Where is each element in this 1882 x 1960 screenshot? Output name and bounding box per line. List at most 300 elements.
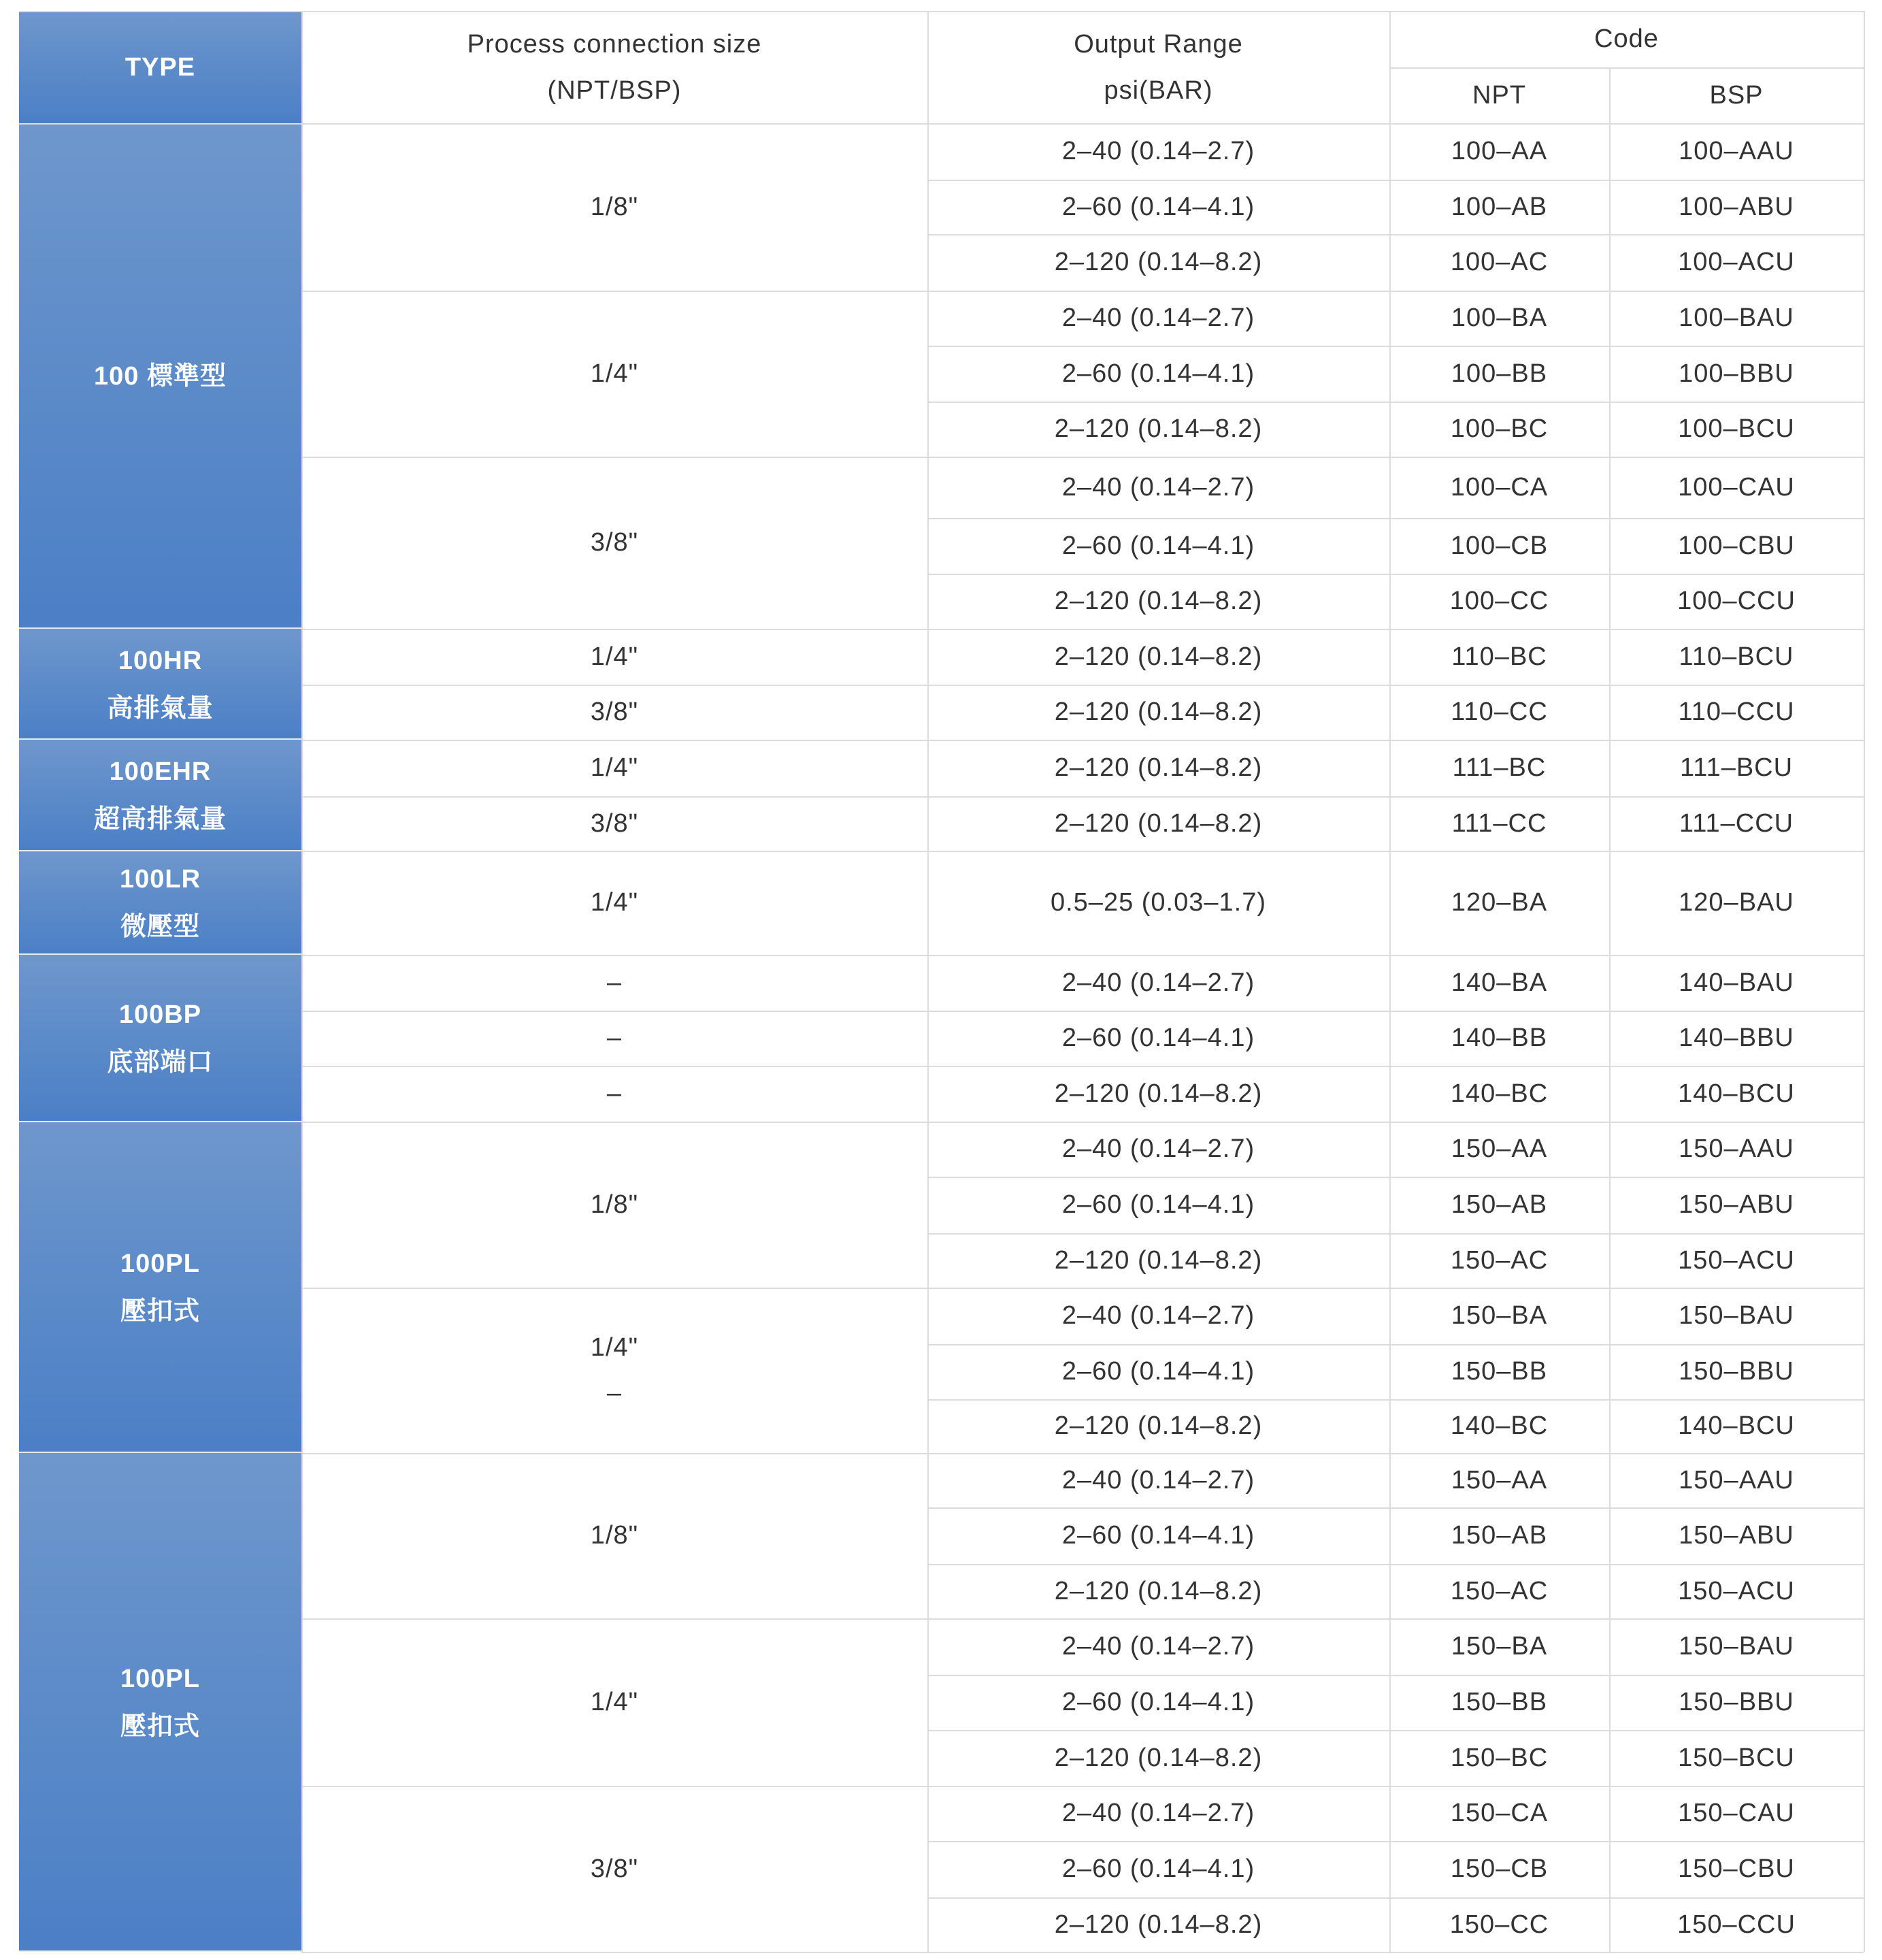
grid-line — [927, 234, 1864, 235]
process-size-value: 3/8" — [590, 528, 639, 557]
bsp-code-cell — [1609, 1675, 1864, 1730]
output-range-value: 2–60 (0.14–4.1) — [1061, 1190, 1255, 1219]
type-group-cell — [19, 955, 301, 1122]
grid-line — [1389, 67, 1864, 69]
grid-line — [19, 1121, 301, 1122]
type-group-name: 100HR — [118, 646, 203, 675]
grid-line — [927, 346, 1864, 347]
npt-code-cell — [1389, 740, 1609, 796]
grid-line — [927, 1011, 1864, 1012]
grid-line — [927, 1233, 1864, 1235]
output-range-cell — [927, 851, 1389, 955]
output-range-value: 2–120 (0.14–8.2) — [1054, 587, 1263, 615]
output-range-cell — [927, 291, 1389, 346]
process-size-cell — [301, 796, 927, 851]
npt-code-cell — [1389, 1177, 1609, 1233]
header-process-size — [301, 11, 927, 123]
bsp-code-value: 140–BCU — [1678, 1079, 1795, 1108]
type-group-cell — [19, 851, 301, 955]
output-range-cell — [927, 1066, 1389, 1122]
output-range-cell — [927, 402, 1389, 457]
output-range-cell — [927, 1399, 1389, 1453]
header-npt — [1389, 67, 1609, 123]
npt-code-value: 100–BB — [1451, 359, 1548, 388]
grid-line — [301, 1122, 927, 1123]
grid-line — [301, 1952, 927, 1953]
output-range-cell — [927, 1730, 1389, 1786]
process-size-value: 3/8" — [590, 1854, 639, 1883]
bsp-code-cell — [1609, 1453, 1864, 1507]
npt-code-cell — [1389, 1730, 1609, 1786]
grid-line — [301, 740, 927, 741]
bsp-code-value: 150–CCU — [1677, 1910, 1796, 1939]
type-group-cell — [19, 1122, 301, 1453]
bsp-code-cell — [1609, 346, 1864, 402]
process-size-value: 3/8" — [590, 808, 639, 838]
bsp-code-cell — [1609, 955, 1864, 1011]
npt-code-cell — [1389, 796, 1609, 851]
bsp-code-cell — [1609, 740, 1864, 796]
output-range-value: 2–40 (0.14–2.7) — [1061, 1632, 1255, 1661]
npt-code-cell — [1389, 1618, 1609, 1675]
grid-line — [301, 629, 927, 630]
header-output-line2: psi(BAR) — [1104, 76, 1213, 105]
process-size-value: 1/4" — [590, 1687, 639, 1716]
output-range-value: 2–40 (0.14–2.7) — [1061, 1465, 1255, 1494]
header-code — [1389, 11, 1864, 67]
output-range-value: 2–40 (0.14–2.7) — [1061, 1301, 1255, 1330]
output-range-value: 2–120 (0.14–8.2) — [1054, 1245, 1263, 1275]
output-range-value: 2–120 (0.14–8.2) — [1054, 1910, 1263, 1939]
grid-line — [19, 627, 301, 629]
bsp-code-cell — [1609, 1786, 1864, 1841]
grid-line — [927, 955, 1864, 956]
bsp-code-value: 150–CBU — [1678, 1855, 1795, 1883]
grid-line — [301, 1618, 927, 1620]
bsp-code-value: 100–BBU — [1679, 359, 1794, 388]
bsp-code-value: 100–BAU — [1679, 304, 1794, 332]
grid-line — [927, 1730, 1864, 1731]
output-range-cell — [927, 1786, 1389, 1841]
npt-code-cell — [1389, 1011, 1609, 1066]
grid-line — [1389, 11, 1391, 1952]
npt-code-value: 110–CC — [1451, 698, 1548, 726]
bsp-code-value: 150–ABU — [1679, 1190, 1794, 1219]
type-group-subtitle: 超高排氣量 — [93, 804, 227, 834]
output-range-value: 2–60 (0.14–4.1) — [1061, 531, 1255, 560]
type-group-cell — [19, 629, 301, 740]
bsp-code-value: 100–AAU — [1679, 137, 1794, 165]
npt-code-value: 150–AA — [1451, 1134, 1548, 1163]
header-process-line1: Process connection size — [467, 29, 762, 59]
process-size-value: – — [606, 1378, 623, 1407]
grid-line — [927, 1399, 1864, 1401]
npt-code-value: 100–BA — [1451, 304, 1548, 332]
header-bsp — [1609, 67, 1864, 123]
grid-line — [19, 123, 1864, 125]
npt-code-value: 140–BC — [1450, 1079, 1549, 1108]
bsp-code-cell — [1609, 1841, 1864, 1897]
bsp-code-value: 140–BCU — [1678, 1411, 1795, 1440]
output-range-cell — [927, 1841, 1389, 1897]
header-type-label: TYPE — [125, 52, 196, 82]
grid-line — [301, 685, 927, 686]
bsp-code-cell — [1609, 685, 1864, 740]
grid-line — [19, 850, 301, 851]
output-range-cell — [927, 1177, 1389, 1233]
process-size-value: 3/8" — [590, 698, 639, 726]
grid-line — [927, 1564, 1864, 1565]
process-size-cell — [301, 291, 927, 457]
npt-code-cell — [1389, 629, 1609, 685]
output-range-cell — [927, 234, 1389, 291]
output-range-cell — [927, 685, 1389, 740]
npt-code-cell — [1389, 685, 1609, 740]
header-bsp-label: BSP — [1709, 80, 1764, 110]
process-size-value: 1/4" — [590, 888, 639, 917]
output-range-cell — [927, 1011, 1389, 1066]
grid-line — [301, 1453, 927, 1454]
bsp-code-value: 100–CAU — [1678, 472, 1795, 502]
bsp-code-value: 140–BAU — [1679, 968, 1794, 997]
npt-code-cell — [1389, 180, 1609, 234]
grid-line — [19, 1452, 301, 1453]
grid-line — [927, 1177, 1864, 1178]
bsp-code-cell — [1609, 1618, 1864, 1675]
type-group-subtitle: 壓扣式 — [120, 1712, 200, 1741]
output-range-cell — [927, 346, 1389, 402]
grid-line — [927, 1344, 1864, 1345]
bsp-code-value: 150–BBU — [1679, 1357, 1794, 1386]
type-group-name: 100BP — [118, 1000, 202, 1029]
output-range-cell — [927, 1618, 1389, 1675]
bsp-code-cell — [1609, 291, 1864, 346]
output-range-cell — [927, 1897, 1389, 1952]
process-size-value: 1/8" — [590, 1190, 639, 1219]
process-size-value: 1/4" — [590, 1333, 639, 1362]
grid-line — [927, 457, 1864, 458]
bsp-code-value: 150–BCU — [1678, 1743, 1795, 1772]
output-range-value: 2–40 (0.14–2.7) — [1061, 137, 1255, 165]
process-size-value: 1/4" — [590, 642, 639, 671]
output-range-value: 2–120 (0.14–8.2) — [1054, 1079, 1263, 1108]
grid-line — [927, 574, 1864, 575]
output-range-cell — [927, 518, 1389, 574]
process-size-cell — [301, 1122, 927, 1288]
bsp-code-value: 150–AAU — [1679, 1465, 1794, 1494]
npt-code-value: 150–AB — [1451, 1521, 1548, 1550]
grid-line — [927, 180, 1864, 181]
header-process-line2: (NPT/BSP) — [547, 76, 682, 105]
npt-code-cell — [1389, 1233, 1609, 1288]
npt-code-cell — [1389, 346, 1609, 402]
process-size-cell — [301, 1066, 927, 1122]
bsp-code-cell — [1609, 851, 1864, 955]
bsp-code-value: 140–BBU — [1679, 1024, 1794, 1052]
output-range-value: 2–120 (0.14–8.2) — [1054, 698, 1263, 726]
output-range-value: 2–40 (0.14–2.7) — [1061, 968, 1255, 997]
bsp-code-value: 150–BAU — [1679, 1301, 1794, 1330]
npt-code-cell — [1389, 1288, 1609, 1344]
npt-code-value: 111–CC — [1451, 808, 1547, 838]
grid-line — [301, 11, 303, 1952]
npt-code-cell — [1389, 955, 1609, 1011]
grid-line — [927, 11, 929, 1952]
grid-line — [927, 1507, 1864, 1509]
bsp-code-cell — [1609, 402, 1864, 457]
grid-line — [301, 1786, 927, 1787]
process-size-value: 1/4" — [590, 753, 639, 782]
output-range-cell — [927, 629, 1389, 685]
output-range-value: 2–60 (0.14–4.1) — [1061, 192, 1255, 221]
process-size-value: – — [606, 1079, 623, 1108]
npt-code-value: 150–BA — [1451, 1301, 1548, 1330]
process-size-value: 1/8" — [590, 1521, 639, 1550]
npt-code-value: 150–BB — [1451, 1688, 1548, 1716]
process-size-cell — [301, 1786, 927, 1952]
process-size-cell — [301, 1011, 927, 1066]
output-range-value: 2–60 (0.14–4.1) — [1061, 1357, 1255, 1386]
bsp-code-value: 150–ABU — [1679, 1521, 1794, 1550]
bsp-code-cell — [1609, 574, 1864, 629]
npt-code-cell — [1389, 1841, 1609, 1897]
process-size-cell — [301, 685, 927, 740]
npt-code-cell — [1389, 123, 1609, 180]
grid-line — [927, 740, 1864, 741]
output-range-value: 2–60 (0.14–4.1) — [1061, 1688, 1255, 1716]
process-size-cell — [301, 1288, 927, 1453]
output-range-value: 2–40 (0.14–2.7) — [1061, 1134, 1255, 1163]
type-group-name: 100PL — [120, 1249, 200, 1278]
process-size-cell — [301, 851, 927, 955]
grid-line — [1609, 67, 1611, 1952]
npt-code-value: 100–CA — [1450, 472, 1549, 502]
grid-line — [301, 457, 927, 458]
grid-line — [301, 955, 927, 956]
header-output-line1: Output Range — [1074, 29, 1243, 59]
bsp-code-cell — [1609, 518, 1864, 574]
output-range-cell — [927, 180, 1389, 234]
npt-code-value: 100–AA — [1451, 137, 1548, 165]
output-range-cell — [927, 1675, 1389, 1730]
output-range-cell — [927, 955, 1389, 1011]
npt-code-value: 150–AB — [1451, 1190, 1548, 1219]
npt-code-value: 120–BA — [1451, 888, 1548, 917]
bsp-code-value: 100–CCU — [1677, 587, 1796, 615]
grid-line — [927, 1453, 1864, 1454]
grid-line — [927, 1288, 1864, 1289]
output-range-cell — [927, 457, 1389, 518]
bsp-code-cell — [1609, 1564, 1864, 1618]
npt-code-value: 150–AA — [1451, 1465, 1548, 1494]
type-group-subtitle: 微壓型 — [120, 912, 200, 941]
npt-code-value: 150–AC — [1450, 1245, 1549, 1275]
output-range-value: 2–120 (0.14–8.2) — [1054, 1411, 1263, 1440]
bsp-code-cell — [1609, 1399, 1864, 1453]
type-group-subtitle: 高排氣量 — [107, 693, 214, 723]
output-range-value: 2–60 (0.14–4.1) — [1061, 1855, 1255, 1883]
output-range-cell — [927, 1233, 1389, 1288]
bsp-code-value: 100–ABU — [1679, 192, 1794, 221]
bsp-code-value: 150–BAU — [1679, 1632, 1794, 1661]
process-size-cell — [301, 955, 927, 1011]
grid-line — [927, 1066, 1864, 1067]
npt-code-value: 100–AB — [1451, 192, 1548, 221]
output-range-value: 2–120 (0.14–8.2) — [1054, 808, 1263, 838]
npt-code-value: 150–BC — [1450, 1743, 1549, 1772]
bsp-code-cell — [1609, 629, 1864, 685]
type-group-name: 100 標準型 — [94, 361, 227, 391]
output-range-cell — [927, 574, 1389, 629]
grid-line — [927, 851, 1864, 852]
bsp-code-value: 110–BCU — [1679, 642, 1794, 671]
output-range-cell — [927, 796, 1389, 851]
process-size-cell — [301, 740, 927, 796]
process-size-value: 1/8" — [590, 192, 639, 221]
npt-code-cell — [1389, 851, 1609, 955]
npt-code-cell — [1389, 457, 1609, 518]
npt-code-value: 150–BB — [1451, 1357, 1548, 1386]
output-range-value: 2–60 (0.14–4.1) — [1061, 1521, 1255, 1550]
grid-line — [927, 402, 1864, 403]
npt-code-cell — [1389, 574, 1609, 629]
npt-code-value: 140–BB — [1451, 1024, 1548, 1052]
bsp-code-value: 150–AAU — [1679, 1134, 1794, 1163]
process-size-value: – — [606, 1024, 623, 1052]
process-size-cell — [301, 1618, 927, 1786]
bsp-code-value: 150–BBU — [1679, 1688, 1794, 1716]
bsp-code-cell — [1609, 796, 1864, 851]
grid-line — [19, 738, 301, 740]
grid-line — [927, 1952, 1864, 1953]
type-group-name: 100PL — [120, 1664, 200, 1693]
bsp-code-cell — [1609, 1730, 1864, 1786]
npt-code-cell — [1389, 234, 1609, 291]
grid-line — [927, 291, 1864, 292]
bsp-code-cell — [1609, 457, 1864, 518]
output-range-value: 2–120 (0.14–8.2) — [1054, 642, 1263, 671]
npt-code-value: 150–BA — [1451, 1632, 1548, 1661]
npt-code-cell — [1389, 1399, 1609, 1453]
type-group-subtitle: 壓扣式 — [120, 1296, 200, 1326]
type-group-cell — [19, 1453, 301, 1952]
bsp-code-cell — [1609, 1177, 1864, 1233]
process-size-cell — [301, 123, 927, 291]
grid-line — [19, 1950, 301, 1952]
grid-line — [927, 1786, 1864, 1787]
bsp-code-cell — [1609, 234, 1864, 291]
npt-code-value: 150–AC — [1450, 1576, 1549, 1605]
type-group-cell — [19, 123, 301, 629]
bsp-code-value: 111–CCU — [1679, 808, 1794, 838]
process-size-value: – — [606, 968, 623, 997]
output-range-cell — [927, 1288, 1389, 1344]
npt-code-cell — [1389, 1066, 1609, 1122]
bsp-code-cell — [1609, 180, 1864, 234]
bsp-code-value: 120–BAU — [1679, 888, 1794, 917]
npt-code-value: 150–CA — [1450, 1799, 1549, 1827]
grid-line — [301, 796, 927, 798]
process-size-cell — [301, 629, 927, 685]
npt-code-cell — [1389, 1122, 1609, 1177]
header-type — [19, 11, 301, 123]
output-range-cell — [927, 1344, 1389, 1399]
grid-line — [927, 1618, 1864, 1620]
grid-line — [927, 685, 1864, 686]
grid-line — [927, 629, 1864, 630]
bsp-code-value: 100–BCU — [1678, 414, 1795, 443]
grid-line — [301, 1288, 927, 1289]
npt-code-cell — [1389, 1344, 1609, 1399]
output-range-value: 2–120 (0.14–8.2) — [1054, 1743, 1263, 1772]
npt-code-value: 100–BC — [1450, 414, 1549, 443]
output-range-value: 2–120 (0.14–8.2) — [1054, 414, 1263, 443]
grid-line — [927, 1897, 1864, 1899]
bsp-code-value: 100–CBU — [1678, 531, 1795, 560]
bsp-code-cell — [1609, 1897, 1864, 1952]
grid-line — [301, 291, 927, 292]
header-npt-label: NPT — [1472, 80, 1526, 110]
header-output-range — [927, 11, 1389, 123]
bsp-code-cell — [1609, 123, 1864, 180]
output-range-value: 2–40 (0.14–2.7) — [1061, 1799, 1255, 1827]
output-range-value: 2–120 (0.14–8.2) — [1054, 753, 1263, 782]
output-range-cell — [927, 1564, 1389, 1618]
output-range-cell — [927, 1122, 1389, 1177]
bsp-code-cell — [1609, 1507, 1864, 1564]
grid-line — [1864, 11, 1865, 1952]
grid-line — [927, 1122, 1864, 1123]
npt-code-value: 150–CB — [1450, 1855, 1549, 1883]
npt-code-value: 140–BA — [1451, 968, 1548, 997]
grid-line — [301, 851, 927, 852]
npt-code-cell — [1389, 1675, 1609, 1730]
process-size-cell — [301, 1453, 927, 1618]
grid-line — [19, 953, 301, 955]
type-group-subtitle: 底部端口 — [107, 1047, 214, 1077]
output-range-value: 2–120 (0.14–8.2) — [1054, 1576, 1263, 1605]
npt-code-value: 110–BC — [1451, 642, 1547, 671]
npt-code-value: 100–AC — [1450, 248, 1549, 276]
bsp-code-value: 150–ACU — [1678, 1245, 1795, 1275]
output-range-cell — [927, 1453, 1389, 1507]
output-range-value: 2–60 (0.14–4.1) — [1061, 1024, 1255, 1052]
grid-line — [927, 518, 1864, 519]
grid-line — [927, 796, 1864, 798]
npt-code-cell — [1389, 1564, 1609, 1618]
output-range-cell — [927, 1507, 1389, 1564]
type-group-name: 100LR — [119, 864, 201, 894]
npt-code-value: 100–CC — [1449, 587, 1549, 615]
npt-code-cell — [1389, 402, 1609, 457]
bsp-code-cell — [1609, 1011, 1864, 1066]
bsp-code-cell — [1609, 1344, 1864, 1399]
npt-code-cell — [1389, 1453, 1609, 1507]
npt-code-value: 150–CC — [1449, 1910, 1549, 1939]
grid-line — [301, 1011, 927, 1012]
bsp-code-value: 111–BCU — [1679, 753, 1794, 782]
header-code-label: Code — [1594, 24, 1659, 53]
bsp-code-value: 100–ACU — [1678, 248, 1795, 276]
process-size-value: 1/4" — [590, 359, 639, 388]
npt-code-cell — [1389, 1507, 1609, 1564]
bsp-code-cell — [1609, 1288, 1864, 1344]
output-range-cell — [927, 123, 1389, 180]
grid-line — [927, 1675, 1864, 1676]
bsp-code-cell — [1609, 1122, 1864, 1177]
npt-code-value: 111–BC — [1452, 753, 1547, 782]
npt-code-cell — [1389, 291, 1609, 346]
